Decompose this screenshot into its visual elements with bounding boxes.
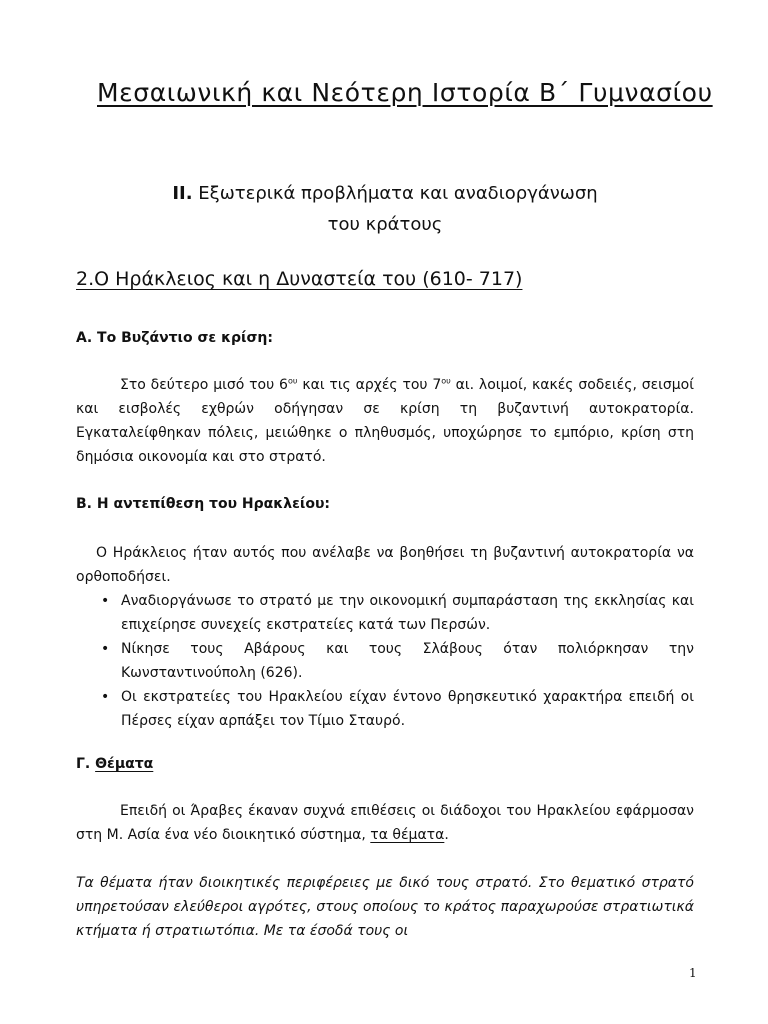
section-title: 2.Ο Ηράκλειος και η Δυναστεία του (610- 717) bbox=[76, 268, 523, 290]
themata-link-text: τα θέματα bbox=[370, 827, 445, 843]
page-number: 1 bbox=[689, 966, 697, 980]
chapter-heading bbox=[60, 178, 710, 240]
subsection-b-intro: Ο Ηράκλειος ήταν αυτός που ανέλαβε να βοηθήσει τη βυζαντινή αυτοκρατορία να ορθοποδήσει. bbox=[76, 545, 694, 585]
subsection-c-heading bbox=[76, 754, 153, 774]
subsection-b-title: Η αντεπίθεση του Ηρακλείου: bbox=[96, 496, 330, 512]
chapter-title-line2: του κράτους bbox=[327, 214, 443, 235]
subsection-a-letter: Α. bbox=[76, 330, 93, 346]
subsection-a-title: Το Βυζάντιο σε κρίση: bbox=[97, 330, 273, 346]
subsection-a-heading bbox=[76, 328, 273, 348]
list-item: • Αναδιοργάνωσε το στρατό με την οικονομική συμπαράσταση της εκκλησίας και επιχείρησε συνεχείς εκστρατείες κατά των Περσών. bbox=[97, 589, 694, 637]
subsection-c-title: Θέματα bbox=[95, 756, 154, 772]
bullet-icon: • bbox=[101, 641, 110, 657]
list-item: • Νίκησε τους Αβάρους και τους Σλάβους όταν πολιόρκησαν την Κωνσταντινούπολη (626). bbox=[97, 637, 694, 685]
document-title: Μεσαιωνική και Νεότερη Ιστορία Β΄ Γυμνασίου bbox=[97, 78, 713, 107]
subsection-b-bullet-list bbox=[97, 589, 694, 733]
subsection-b-letter: Β. bbox=[76, 496, 92, 512]
bullet-icon: • bbox=[101, 593, 110, 609]
bullet-icon: • bbox=[101, 689, 110, 705]
subsection-c-paragraph-1: Επειδή οι Άραβες έκαναν συχνά επιθέσεις οι διάδοχοι του Ηρακλείου εφάρμοσαν στη Μ. Ασία ένα νέο διοικητικό σύστημα, τα θέματα. bbox=[76, 803, 694, 843]
subsection-a-paragraph: Στο δεύτερο μισό του $6^{o\upsilon}$ και τις αρχές του $7^{o\upsilon}$ αι. λοιμοί, κακές σοδειές, σεισμοί και εισβολές εχθρών οδήγησαν σε κρίση τη βυζαντινή αυτοκρατορία. Εγκαταλείφθηκαν πόλεις, μειώθηκε ο πληθυσμός, υποχώρησε το εμπόριο, κρίση στη δημόσια οικονομία και στο στρατό. bbox=[76, 376, 694, 465]
list-item: • Οι εκστρατείες του Ηρακλείου είχαν έντονο θρησκευτικό χαρακτήρα επειδή οι Πέρσες είχαν αρπάξει τον Τίμιο Σταυρό. bbox=[97, 685, 694, 733]
subsection-b-heading bbox=[76, 494, 330, 514]
subsection-c-paragraph-2: Τα θέματα ήταν διοικητικές περιφέρειες με δικό τους στρατό. Στο θεματικό στρατό υπηρετούσαν ελεύθεροι αγρότες, στους οποίους το κράτος παραχωρούσε στρατιωτικά κτήματα ή στρατιωτόπια. Με τα έσοδά τους οι bbox=[76, 875, 694, 939]
chapter-number: II. bbox=[172, 183, 193, 204]
subsection-c-letter: Γ. bbox=[76, 756, 91, 772]
chapter-title-line1: Εξωτερικά προβλήματα και αναδιοργάνωση bbox=[198, 183, 598, 204]
